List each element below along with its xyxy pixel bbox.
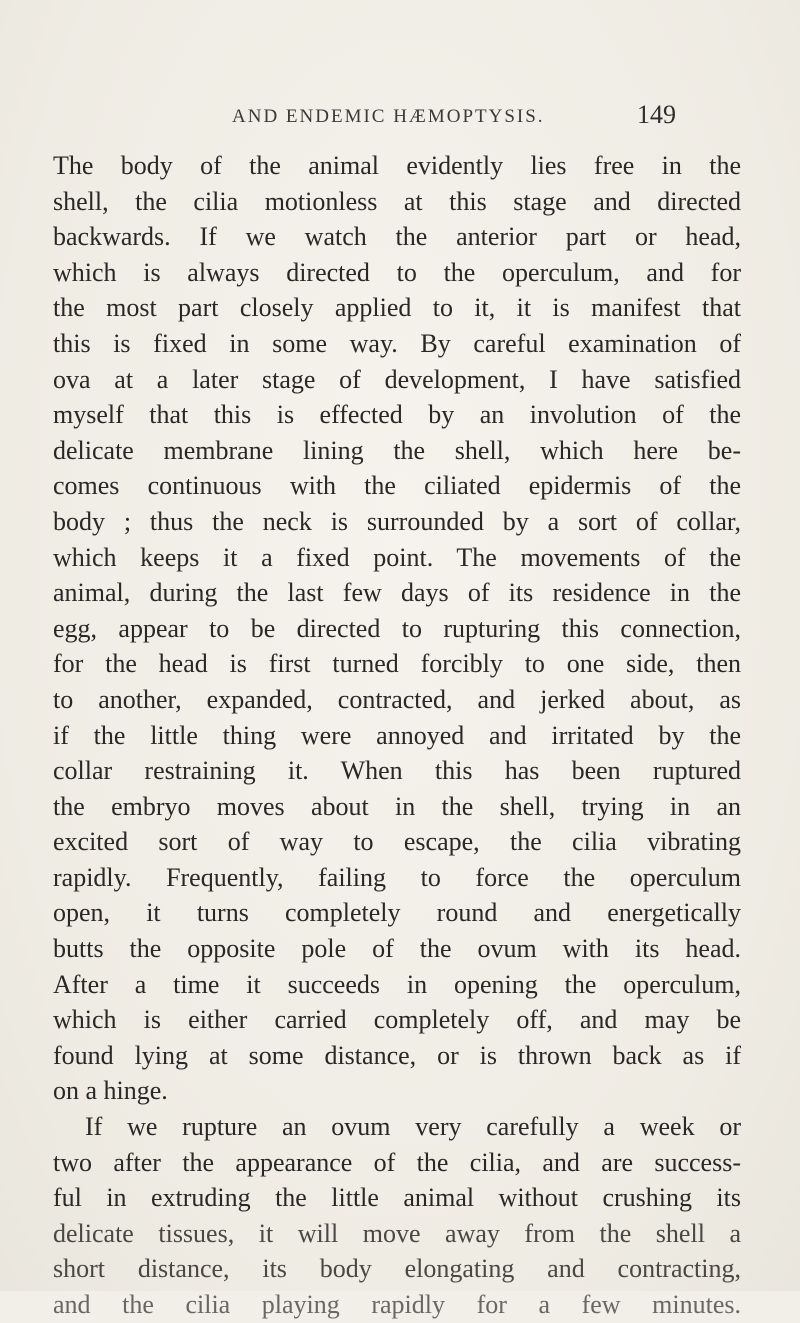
text-line: found lying at some distance, or is thrown back as if [53,1040,741,1070]
paragraph-last-line: on a hinge. [53,1076,168,1106]
text-line: egg, appear to be directed to rupturing this connection, [53,613,741,643]
text-line: delicate membrane lining the shell, which here be- [53,435,741,465]
text-line: After a time it succeeds in opening the operculum, [53,969,741,999]
text-line: animal, during the last few days of its residence in the [53,578,741,608]
text-line: backwards. If we watch the anterior part or head, [53,222,741,252]
text-line: rapidly. Frequently, failing to force the operculum [53,862,741,892]
body-text [53,148,741,1323]
paragraph-first-line: If we rupture an ovum very carefully a week or [85,1112,741,1142]
running-title: AND ENDEMIC HÆMOPTYSIS. [232,106,545,127]
text-line: collar restraining it. When this has been ruptured [53,756,741,786]
text-line: this is fixed in some way. By careful examination of [53,328,741,358]
text-line: which is always directed to the operculum, and for [53,257,741,287]
text-line: to another, expanded, contracted, and jerked about, as [53,684,741,714]
text-line: which is either carried completely off, and may be [53,1005,741,1035]
text-line: ova at a later stage of development, I have satisfied [53,364,741,394]
text-line: body ; thus the neck is surrounded by a sort of collar, [53,506,741,536]
text-line: The body of the animal evidently lies free in the [53,151,741,180]
text-line: which keeps it a fixed point. The movements of the [53,542,741,572]
text-line: two after the appearance of the cilia, and are success- [53,1147,741,1177]
text-line: comes continuous with the ciliated epidermis of the [53,471,741,501]
text-line: if the little thing were annoyed and irritated by the [53,720,741,750]
text-line: for the head is first turned forcibly to one side, then [53,649,741,679]
text-line: the embryo moves about in the shell, trying in an [53,791,741,821]
text-line: delicate tissues, it will move away from the shell a [53,1218,741,1248]
text-line: ful in extruding the little animal without crushing its [53,1183,741,1213]
text-line: excited sort of way to escape, the cilia vibrating [53,827,741,857]
text-line: butts the opposite pole of the ovum with its head. [53,934,741,964]
text-line: short distance, its body elongating and contracting, [53,1254,741,1284]
text-line: open, it turns completely round and energetically [53,898,741,928]
text-line: the most part closely applied to it, it is manifest that [53,293,741,323]
page-number: 149 [637,100,676,129]
running-head [0,98,800,138]
text-line: and the cilia playing rapidly for a few minutes. [53,1290,741,1319]
text-line: myself that this is effected by an involution of the [53,400,741,430]
text-line: shell, the cilia motionless at this stage and directed [53,186,741,216]
